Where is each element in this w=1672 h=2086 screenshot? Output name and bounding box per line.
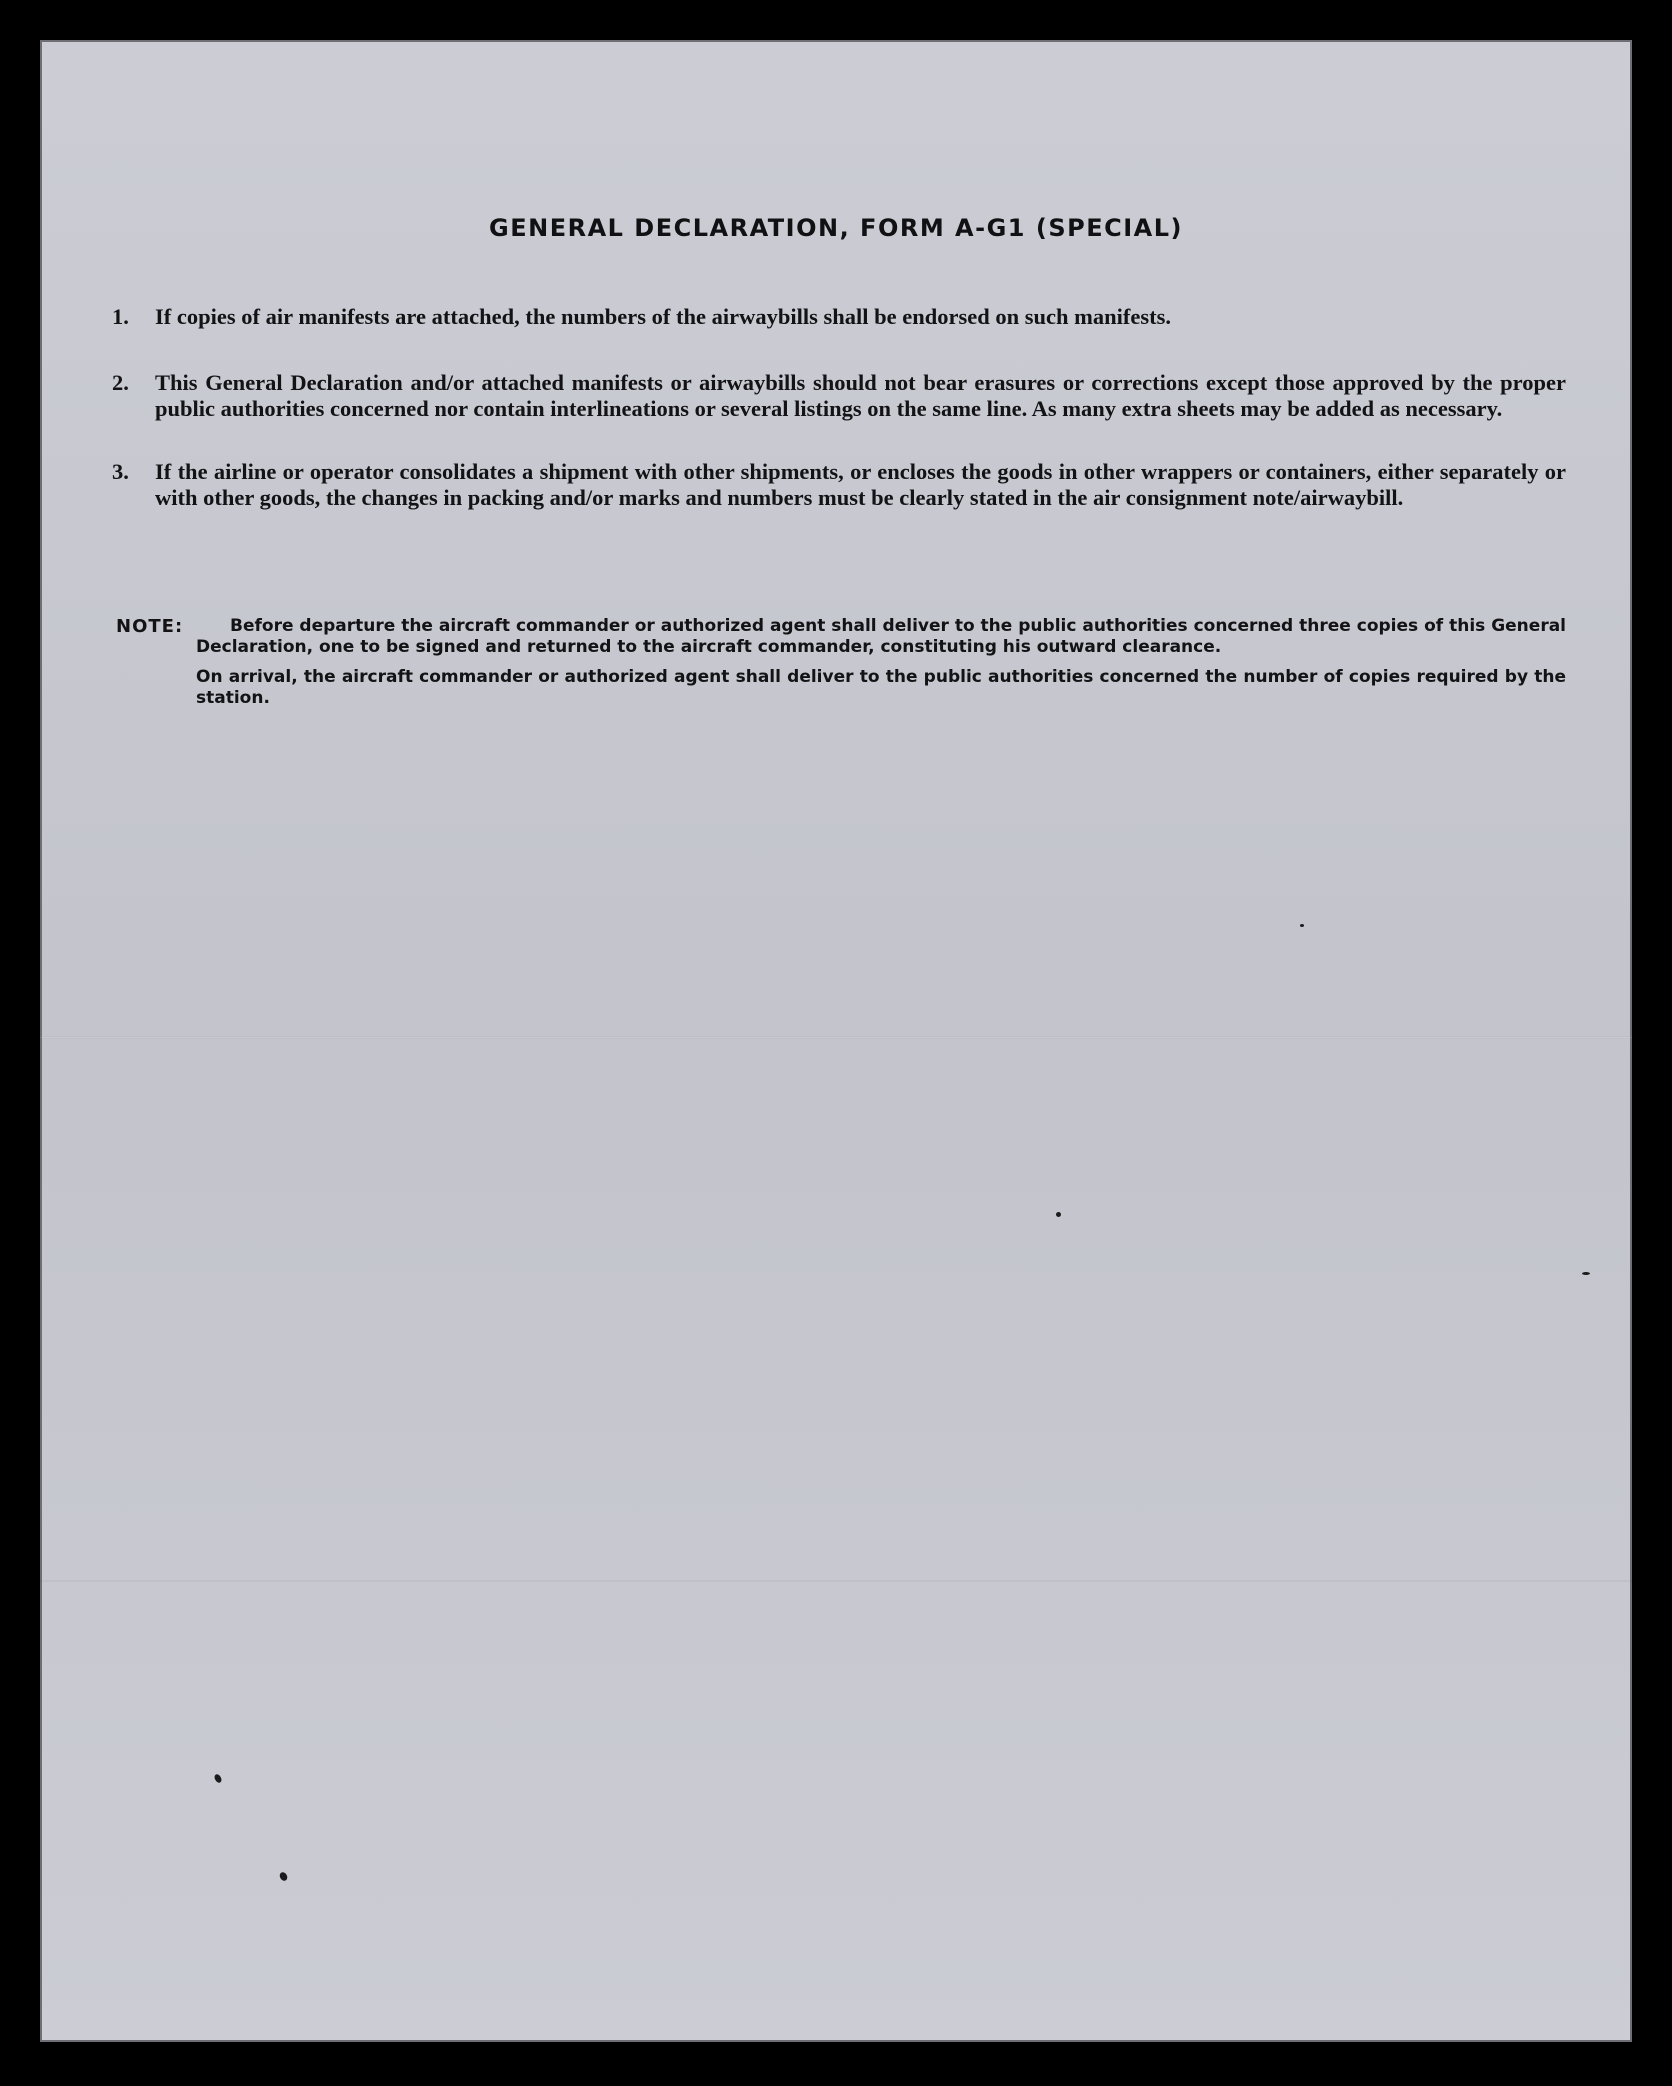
instruction-item-3	[112, 459, 1566, 511]
note-label: NOTE:	[116, 616, 184, 637]
note-text-2: On arrival, the aircraft commander or authorized agent shall deliver to the public authorities concerned the number of copies required by the station.	[196, 667, 1566, 708]
instruction-text-1: If copies of air manifests are attached, the numbers of the airwaybills shall be endorsed on such manifests.	[155, 304, 1172, 329]
scan-speck	[1582, 1272, 1590, 1275]
document-page	[40, 40, 1632, 2042]
paper-crease-line	[40, 1580, 1632, 1582]
instruction-number-2: 2.	[112, 370, 129, 395]
scan-speck	[1056, 1212, 1061, 1217]
instruction-number-3: 3.	[112, 459, 129, 484]
scan-speck	[213, 1773, 223, 1784]
note-section	[116, 616, 1566, 709]
instruction-text-2: This General Declaration and/or attached manifests or airwaybills should not bear erasures or corrections except those approved by the proper public authorities concerned nor contain interlineations or several listings on the same line. As many extra sheets may be added as necessary.	[155, 370, 1566, 421]
instruction-number-1: 1.	[112, 304, 129, 329]
scan-speck	[1300, 924, 1304, 927]
form-title: GENERAL DECLARATION, FORM A-G1 (SPECIAL)	[489, 214, 1183, 242]
paper-fold-line	[40, 1036, 1632, 1039]
instruction-text-3: If the airline or operator consolidates a shipment with other shipments, or encloses the goods in other wrappers or containers, either separately or with other goods, the changes in packing and/or marks and numbers must be clearly stated in the air consignment note/airwaybill.	[155, 459, 1566, 510]
note-paragraph-1	[116, 616, 1566, 658]
scan-speck	[278, 1871, 289, 1882]
instruction-item-2	[112, 370, 1566, 422]
instruction-list	[112, 304, 1566, 511]
note-paragraph-2	[116, 667, 1566, 709]
note-text-1: Before departure the aircraft commander or authorized agent shall deliver to the public authorities concerned three copies of this General Declaration, one to be signed and returned to the aircraft commander, constituting his outward clearance.	[196, 616, 1566, 657]
instruction-item-1	[112, 304, 1566, 330]
